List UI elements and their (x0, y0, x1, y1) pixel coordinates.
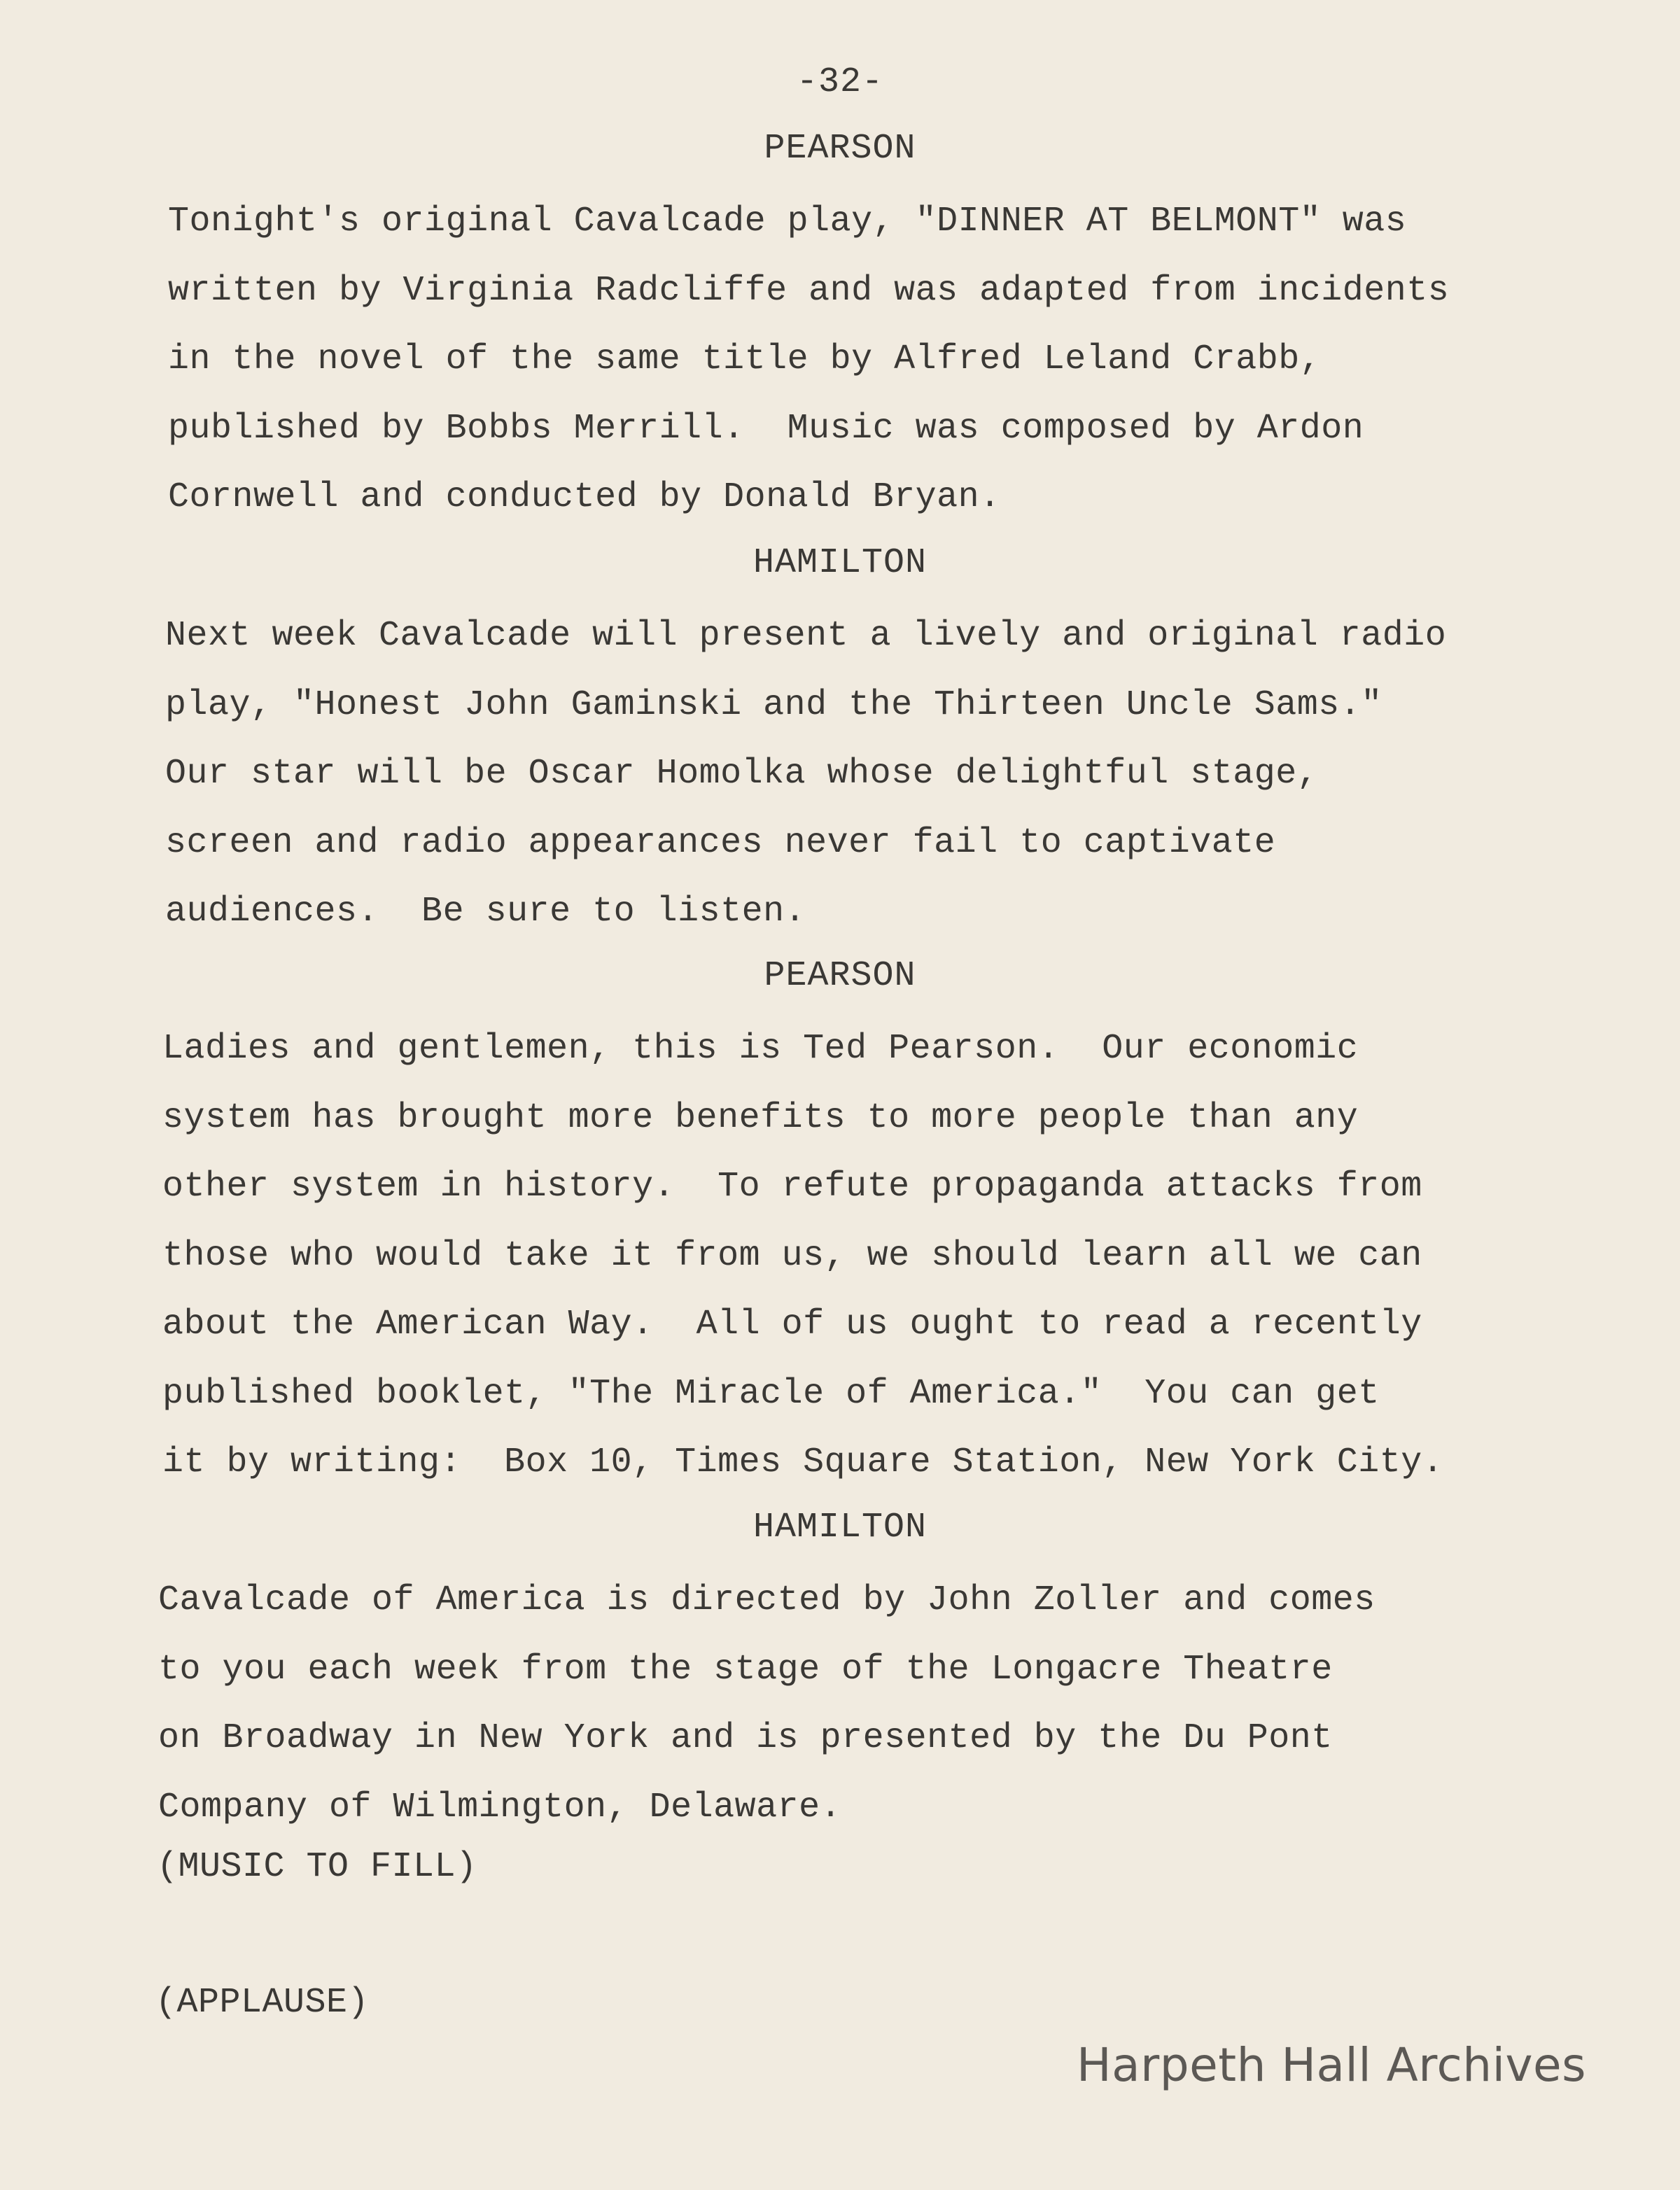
text-line: published booklet, "The Miracle of America." You can get (162, 1373, 1380, 1414)
text-line: Next week Cavalcade will present a lively and original radio (165, 616, 1447, 656)
text-line: on Broadway in New York and is presented by the Du Pont (158, 1718, 1333, 1758)
text-line: to you each week from the stage of the Longacre Theatre (158, 1649, 1333, 1690)
text-line: it by writing: Box 10, Times Square Station, New York City. (162, 1443, 1444, 1482)
page-number: -32- (796, 62, 884, 102)
speaker-heading: HAMILTON (752, 543, 927, 583)
text-line: audiences. Be sure to listen. (165, 892, 806, 932)
text-line: those who would take it from us, we should learn all we can (162, 1235, 1422, 1276)
text-line: Cavalcade of America is directed by John Zoller and comes (158, 1580, 1376, 1620)
archive-watermark: Harpeth Hall Archives (1077, 2038, 1586, 2092)
applause-cue: (APPLAUSE) (155, 1983, 370, 2023)
speaker-heading: PEARSON (764, 956, 916, 996)
text-line: Our star will be Oscar Homolka whose delightful stage, (165, 754, 1319, 794)
script-paragraph (168, 188, 1449, 533)
script-paragraph (158, 1566, 1376, 1842)
text-line: Tonight's original Cavalcade play, "DINNER AT BELMONT" was (168, 202, 1407, 241)
text-line: screen and radio appearances never fail to captivate (165, 822, 1276, 863)
text-line: system has brought more benefits to more people than any (162, 1097, 1359, 1138)
music-cue: (MUSIC TO FILL) (157, 1847, 477, 1887)
text-line: in the novel of the same title by Alfred Leland Crabb, (168, 339, 1322, 379)
text-line: Company of Wilmington, Delaware. (158, 1787, 842, 1827)
script-paragraph (162, 1015, 1443, 1498)
text-line: Ladies and gentlemen, this is Ted Pearson. Our economic (162, 1029, 1359, 1069)
text-line: play, "Honest John Gaminski and the Thirteen Uncle Sams." (165, 685, 1382, 725)
text-line: other system in history. To refute propaganda attacks from (162, 1167, 1422, 1207)
text-line: Cornwell and conducted by Donald Bryan. (168, 477, 1001, 517)
text-line: written by Virginia Radcliffe and was adapted from incidents (168, 270, 1450, 311)
script-paragraph (165, 602, 1446, 947)
text-line: published by Bobbs Merrill. Music was composed by Ardon (168, 408, 1364, 449)
speaker-heading: PEARSON (764, 129, 916, 169)
text-line: about the American Way. All of us ought to read a recently (162, 1305, 1422, 1345)
speaker-heading: HAMILTON (752, 1508, 927, 1547)
